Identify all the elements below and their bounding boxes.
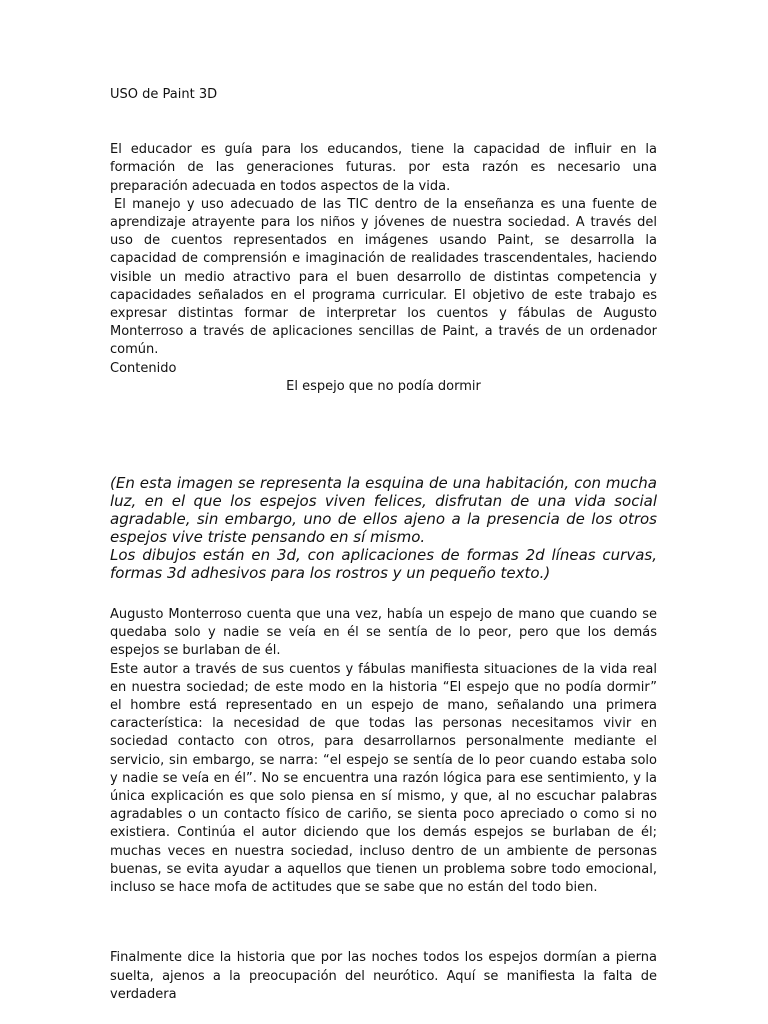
final-paragraph: Finalmente dice la historia que por las noches todos los espejos dormían a pierna suelta, ajenos a la preocupación del neurótico. Aquí se manifiesta la falta de verdadera <box>110 950 657 1002</box>
image-caption <box>110 474 657 582</box>
caption-line-1: (En esta imagen se representa la esquina de una habitación, con mucha luz, en el que los espejos viven felices, disfrutan de una vida social agradable, sin embargo, uno de ellos ajeno a la presencia de los otros espejos vive triste pensando en sí mismo. <box>110 474 657 547</box>
body-section <box>110 606 657 897</box>
content-label: Contenido <box>110 360 177 376</box>
document-title: USO de Paint 3D <box>110 87 218 102</box>
caption-line-2: Los dibujos están en 3d, con aplicaciones de formas 2d líneas curvas, formas 3d adhesivos para los rostros y un pequeño texto.) <box>110 546 657 583</box>
document-page <box>110 86 657 1004</box>
body-paragraph-2: Este autor a través de sus cuentos y fábulas manifiesta situaciones de la vida real en nuestra sociedad; de este modo en la historia “El espejo que no podía dormir” el hombre está representado en un espejo de mano, señalando una primera característica: la necesidad de que todas las personas necesitamos vivir en sociedad contacto con otros, para desarrollarnos personalmente mediante el servicio, sin embargo, se narra: “el espejo se sentía de lo peor cuando estaba solo y nadie se veía en él”. No se encuentra una razón lógica para ese sentimiento, y la única explicación es que solo piensa en sí mismo, y que, al no escuchar palabras agradables o un contacto físico de cariño, se sienta poco apreciado o como si no existiera. Continúa el autor diciendo que los demás espejos se burlaban de él; muchas veces en nuestra sociedad, incluso dentro de un ambiente de personas buenas, se evita ayudar a aquellos que tienen un problema sobre todo emocional, incluso se hace mofa de actitudes que se sabe que no están del todo bien. <box>110 661 657 896</box>
intro-paragraph-1: El educador es guía para los educandos, tiene la capacidad de influir en la formación de las generaciones futuras. por esta razón es necesario una preparación adecuada en todos aspectos de la vida. <box>110 142 657 194</box>
story-title: El espejo que no podía dormir <box>286 378 481 394</box>
intro-paragraph-2: El manejo y uso adecuado de las TIC dentro de la enseñanza es una fuente de aprendizaje atrayente para los niños y jóvenes de nuestra sociedad. A través del uso de cuentos representados en imágenes usando Paint, se desarrolla la capacidad de comprensión e imaginación de realidades trascendentales, haciendo visible un medio atractivo para el buen desarrollo de distintas competencia y capacidades señalados en el programa curricular. El objetivo de este trabajo es expresar distintas formar de interpretar los cuentos y fábulas de Augusto Monterroso a través de aplicaciones sencillas de Paint, a través de un ordenador común. <box>110 196 657 358</box>
body-paragraph-1: Augusto Monterroso cuenta que una vez, había un espejo de mano que cuando se quedaba solo y nadie se veía en él se sentía de lo peor, pero que los demás espejos se burlaban de él. <box>110 607 657 659</box>
